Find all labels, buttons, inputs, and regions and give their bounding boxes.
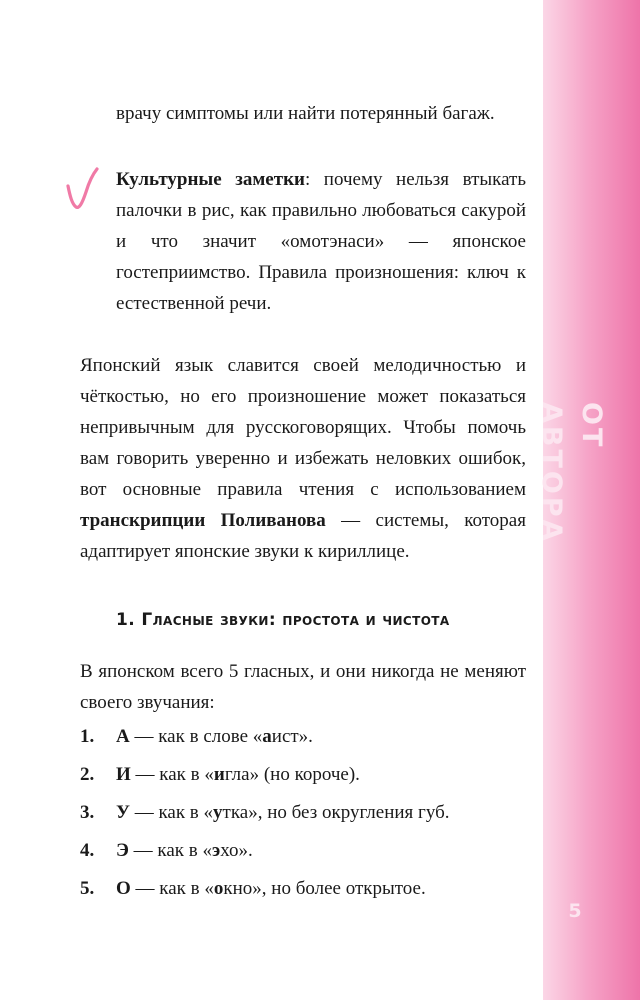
intro-bold-term: транскрипции Поливанова: [80, 510, 326, 531]
intro-part2: — системы, которая адаптирует японские звуки к кириллице.: [80, 510, 526, 562]
cultural-notes-term: Культурные заметки: [116, 169, 305, 190]
vowel-highlight: и: [213, 764, 225, 785]
list-text: [116, 759, 360, 797]
vowel-highlight: о: [213, 878, 224, 899]
side-tab-title: ОТ АВТОРА: [536, 402, 607, 544]
vowel-highlight: э: [211, 840, 221, 861]
list-number: 2.: [80, 764, 95, 785]
cultural-notes-text: [116, 164, 526, 319]
list-item-continuation: врачу симптомы или найти потерянный багаж.: [116, 103, 495, 124]
list-item: [80, 835, 526, 873]
list-number: 5.: [80, 878, 95, 899]
list-item: [80, 759, 526, 797]
vowel-highlight: у: [213, 802, 223, 823]
vowel-letter: И: [116, 764, 131, 785]
list-item: [80, 721, 526, 759]
section-heading: 1. Гласные звуки: простота и чистота: [116, 610, 450, 630]
vowel-letter: Э: [116, 840, 129, 861]
vowel-highlight: а: [262, 726, 272, 747]
vowel-letter: У: [116, 802, 130, 823]
vowel-rest: хо».: [220, 840, 253, 861]
list-number: 4.: [80, 840, 95, 861]
vowels-intro: В японском всего 5 гласных, и они никогда не меняют своего звучания:: [80, 661, 526, 713]
vowel-desc: — как в слове «: [129, 726, 263, 747]
intro-paragraph: [80, 350, 526, 567]
vowel-desc: — как в «: [129, 802, 214, 823]
vowel-rest: кно», но более открытое.: [223, 878, 426, 899]
page-number: 5: [568, 900, 582, 922]
list-text: [116, 797, 450, 835]
cultural-notes-body: : почему нельзя втыкать палочки в рис, как правильно любоваться сакурой и что значит «омотэнаси» — японское гостеприимство. Правила произношения: ключ к естественной речи.: [116, 169, 526, 314]
list-text: [116, 721, 313, 759]
list-text: [116, 835, 253, 873]
vowel-letter: О: [116, 878, 131, 899]
list-item-cultural-notes: [116, 164, 526, 319]
list-number: 3.: [80, 802, 95, 823]
vowel-list: [80, 721, 526, 911]
list-text: [116, 873, 426, 911]
vowel-rest: ист».: [271, 726, 313, 747]
check-mark-icon: [64, 164, 104, 214]
vowel-desc: — как в «: [130, 764, 214, 785]
list-item: [80, 873, 526, 911]
vowel-rest: гла» (но короче).: [224, 764, 360, 785]
list-number: 1.: [80, 726, 95, 747]
list-item: [80, 797, 526, 835]
vowel-letter: А: [116, 726, 130, 747]
chapter-side-tab: [536, 0, 640, 1000]
intro-part1: Японский язык славится своей мелодичностью и чёткостью, но его произношение может показаться непривычным для русскоговорящих. Чтобы помочь вам говорить уверенно и избежать неловких ошибок, вот основные правила чтения с использованием: [80, 355, 526, 500]
vowel-desc: — как в «: [128, 840, 212, 861]
vowel-rest: тка», но без округления губ.: [222, 802, 450, 823]
vowel-desc: — как в «: [130, 878, 214, 899]
